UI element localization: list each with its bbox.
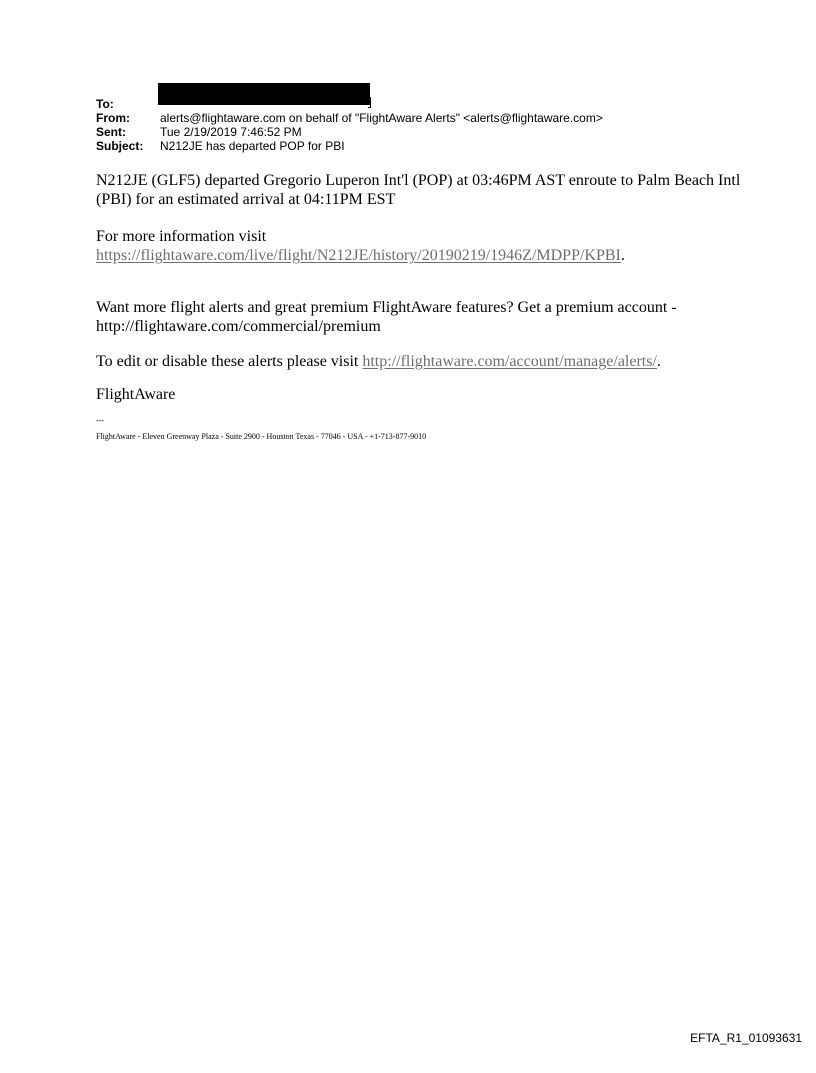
subject-label: Subject:: [96, 139, 144, 153]
from-row: [96, 111, 736, 125]
more-info-tail: .: [620, 247, 625, 264]
sent-label: Sent:: [96, 125, 126, 139]
subject-row: [96, 139, 736, 153]
company-address: FlightAware - Eleven Greenway Plaza - Suite 2900 - Houston Texas - 77046 - USA - +1-713-877-9010: [96, 432, 427, 441]
sent-value: Tue 2/19/2019 7:46:52 PM: [160, 125, 302, 139]
signature-separator: ---: [96, 416, 104, 425]
premium-paragraph: Want more flight alerts and great premium FlightAware features? Get a premium account - http://flightaware.com/commercial/premium: [96, 299, 677, 335]
edit-alerts-text: To edit or disable these alerts please visit: [96, 353, 363, 370]
from-value: alerts@flightaware.com on behalf of "FlightAware Alerts" <alerts@flightaware.com>: [160, 111, 603, 125]
manage-alerts-link[interactable]: http://flightaware.com/account/manage/alerts/: [362, 353, 657, 370]
subject-value: N212JE has departed POP for PBI: [160, 139, 345, 153]
edit-alerts-tail: .: [656, 353, 661, 370]
edit-alerts-paragraph: [96, 352, 756, 371]
departure-paragraph: N212JE (GLF5) departed Gregorio Luperon Int'l (POP) at 03:46PM AST enroute to Palm Beach Intl (PBI) for an estimated arrival at 04:11PM EST: [96, 172, 741, 208]
sent-row: [96, 125, 736, 139]
to-label: To:: [96, 97, 114, 111]
from-label: From:: [96, 111, 130, 125]
sign-off: FlightAware: [96, 386, 176, 403]
more-info-text: For more information visit: [96, 228, 267, 245]
more-info-paragraph: [96, 227, 756, 265]
document-id: EFTA_R1_01093631: [690, 1031, 802, 1045]
email-header: [96, 97, 736, 153]
flight-history-link[interactable]: https://flightaware.com/live/flight/N212JE/history/20190219/1946Z/MDPP/KPBI: [96, 247, 621, 264]
to-row: [96, 97, 736, 111]
